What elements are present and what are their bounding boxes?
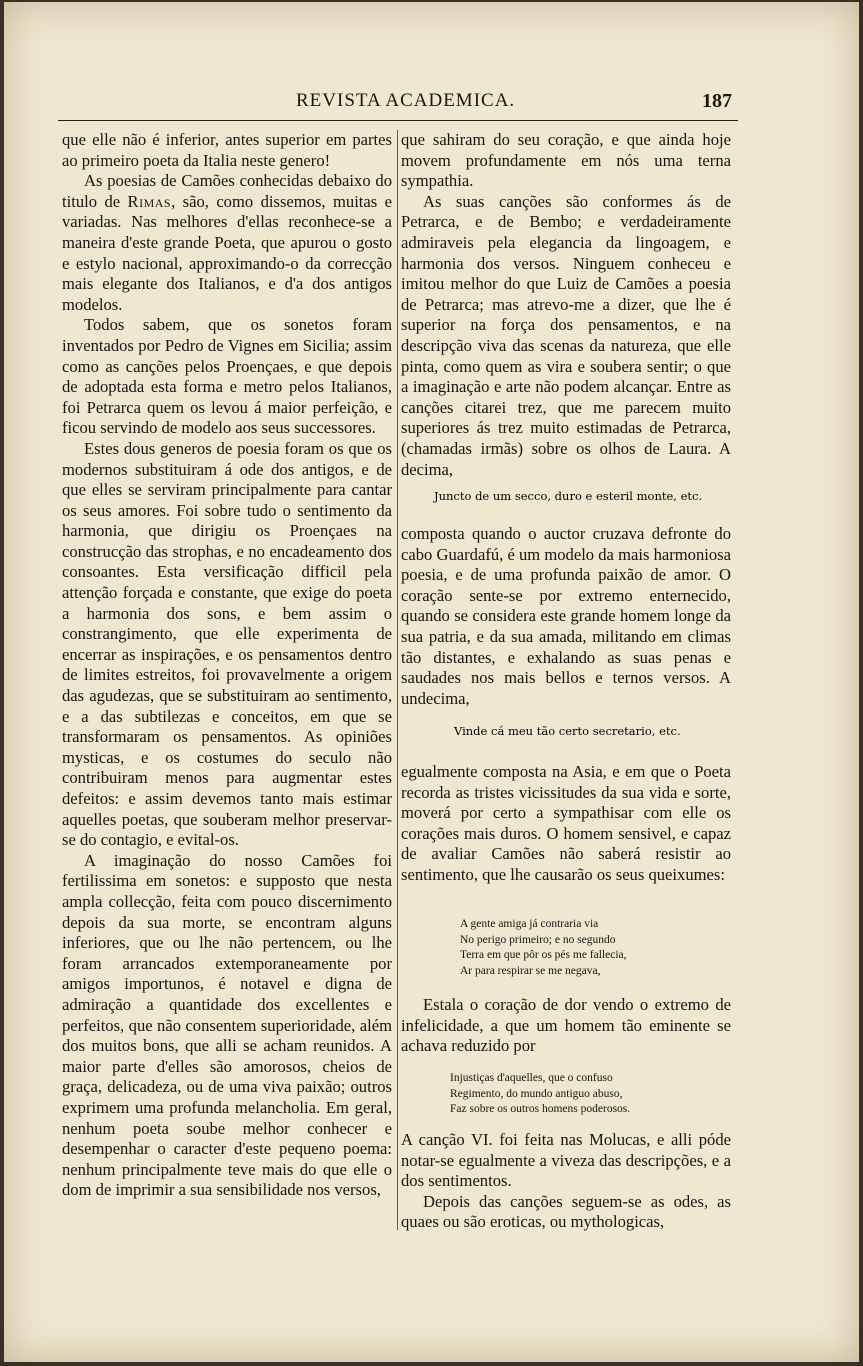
paragraph: Estes dous generos de poesia foram os que os modernos substituiram á ode dos antigos, e de que elles se serviram principalmente para cantar os seus amores. Foi sobre tudo o sentimento da harmonia, que dirigiu os Proençaes na construcção das strophas, e no encadeamento dos consoantes. Esta versificação difficil pela attenção forçada e constante, que exige do poeta a harmonia dos sons, e bem assim o constrangimento, que elle experimenta de encerrar as inspirações, e os pensamentos dentro de limites estreitos, foi provavelmente a origem das agudezas, que se substituiram ao sentimento, e a das subtilezas e conceitos, em que se transformaram os pensamentos. As opiniões mysticas, e os costumes do seculo não contribuiram menos para augmentar estes defeitos: e assim devemos tanto mais estimar aquelles poetas, que souberam melhor preservar-se do contagio, e evital-os. bbox=[62, 438, 392, 850]
paragraph: egualmente composta na Asia, e em que o Poeta recorda as tristes vicissitudes da sua vida e sorte, moverá por certo a sympathisar com elle os corações mais duros. O homem sensivel, e capaz de avaliar Camões não saberá resistir ao sentimento, que lhe causarão os seus queixumes: bbox=[401, 762, 731, 884]
left-column bbox=[62, 130, 392, 1201]
verse-block bbox=[450, 1071, 630, 1118]
paragraph: que elle não é inferior, antes superior em partes ao primeiro poeta da Italia neste genero! bbox=[62, 130, 392, 170]
right-column-top bbox=[401, 130, 731, 480]
text-run: , são, como dissemos, muitas e variadas. Nas melhores d'ellas reconhece-se a maneira d'este grande Poeta, que apurou o gosto e estylo nacional, approximando-o da correcção mais elegante dos Italianos, e d'a dos antigos modelos. bbox=[62, 191, 393, 314]
verse-line: Injustiças d'aquelles, que o confuso bbox=[450, 1072, 613, 1084]
verse-line: Ar para respirar se me negava, bbox=[460, 964, 601, 977]
quote-line: Juncto de um secco, duro e esteril monte, etc. bbox=[434, 489, 703, 503]
page-header bbox=[4, 90, 859, 116]
verse-line: Regimento, do mundo antiguo abuso, bbox=[450, 1087, 623, 1100]
paragraph: que sahiram do seu coração, e que ainda hoje movem profundamente em nós uma terna sympathia. bbox=[401, 130, 731, 191]
running-title: REVISTA ACADEMICA. bbox=[296, 90, 516, 111]
paragraph: A canção VI. foi feita nas Molucas, e alli póde notar-se egualmente a viveza das descripções, e a dos sentimentos. bbox=[401, 1130, 731, 1191]
right-column-block-2 bbox=[401, 524, 731, 709]
paragraph: Estala o coração de dor vendo o extremo de infelicidade, a que um homem tão eminente se achava reduzido por bbox=[401, 995, 731, 1056]
paragraph: As suas canções são conformes ás de Petrarca, e de Bembo; e verdadeiramente admiraveis pela elegancia da lingoagem, e harmonia dos versos. Ninguem conheceu e imitou melhor do que Luiz de Camões a poesia de Petrarca; mas atrevo-me a dizer, que lhe é superior na força dos pensamentos, e na descripção viva das scenas da natureza, que elle pinta, como quem as vira e soubera sentir; o que a imaginação e arte não podem alcançar. Entre as canções citarei trez, que me parecem muito superiores ás trez muito estimadas de Petrarca, (chamadas irmãs) sobre os olhos de Laura. A decima, bbox=[401, 191, 731, 479]
column-divider bbox=[397, 130, 398, 1230]
paragraph bbox=[62, 171, 392, 315]
verse-line: A gente amiga já contraria via bbox=[460, 918, 599, 930]
paragraph: Todos sabem, que os sonetos foram inventados por Pedro de Vignes em Sicilia; assim como as canções pelos Proençaes, e que depois de adoptada esta forma e metro pelos Italianos, foi Petrarca quem os levou á maior perfeição, e ficou servindo de modelo aos seus successores. bbox=[62, 315, 392, 438]
verse-block bbox=[460, 917, 627, 979]
quote-line: Vinde cá meu tão certo secretario, etc. bbox=[454, 724, 681, 738]
rimas-title: Rimas bbox=[127, 191, 172, 211]
verse-line: Terra em que pôr os pés me fallecia, bbox=[460, 949, 627, 962]
right-column-block-5 bbox=[401, 1130, 731, 1233]
verse-line: No perigo primeiro; e no segundo bbox=[460, 933, 616, 946]
right-column-block-3 bbox=[401, 762, 731, 886]
paragraph: A imaginação do nosso Camões foi fertilissima em sonetos: e supposto que nesta ampla collecção, feita com pouco discernimento depois da sua morte, se encontram alguns inferiores, que ou lhe não pertencem, ou lhe foram arrancados extemporaneamente por amigos importunos, é notavel e digna de admiração a quantidade dos excellentes e perfeitos, que não consentem superioridade, além dos muitos bons, que alli se acham reunidos. A maior parte d'elles são amorosos, cheios de graça, delicadeza, ou de uma viva paixão; outros exprimem uma profunda melancholia. Em geral, nenhum poeta soube melhor conhecer e desempenhar o caracter d'este pequeno poema: nenhum principalmente teve mais do que elle o dom de imprimir a sua sensibilidade nos versos, bbox=[62, 850, 392, 1200]
verse-line: Faz sobre os outros homens poderosos. bbox=[450, 1103, 631, 1116]
paragraph: Depois das canções seguem-se as odes, as quaes ou são eroticas, ou mythologicas, bbox=[401, 1191, 731, 1232]
right-column-block-4 bbox=[401, 995, 731, 1057]
page-number: 187 bbox=[702, 90, 732, 112]
book-page bbox=[4, 2, 859, 1362]
header-rule bbox=[58, 120, 738, 121]
text-run: As poesias de Camões conhecidas debaixo do titulo de bbox=[62, 171, 392, 211]
paragraph: composta quando o auctor cruzava defronte do cabo Guardafú, é um modelo da mais harmoniosa poesia, e de uma profunda paixão de amor. O coração sente-se por extremo enternecido, quando se considera este grande homem longe da sua patria, e da sua amada, militando em climas tão distantes, e exhalando as suas penas e saudades nos mais bellos e ternos versos. A undecima, bbox=[401, 524, 731, 708]
